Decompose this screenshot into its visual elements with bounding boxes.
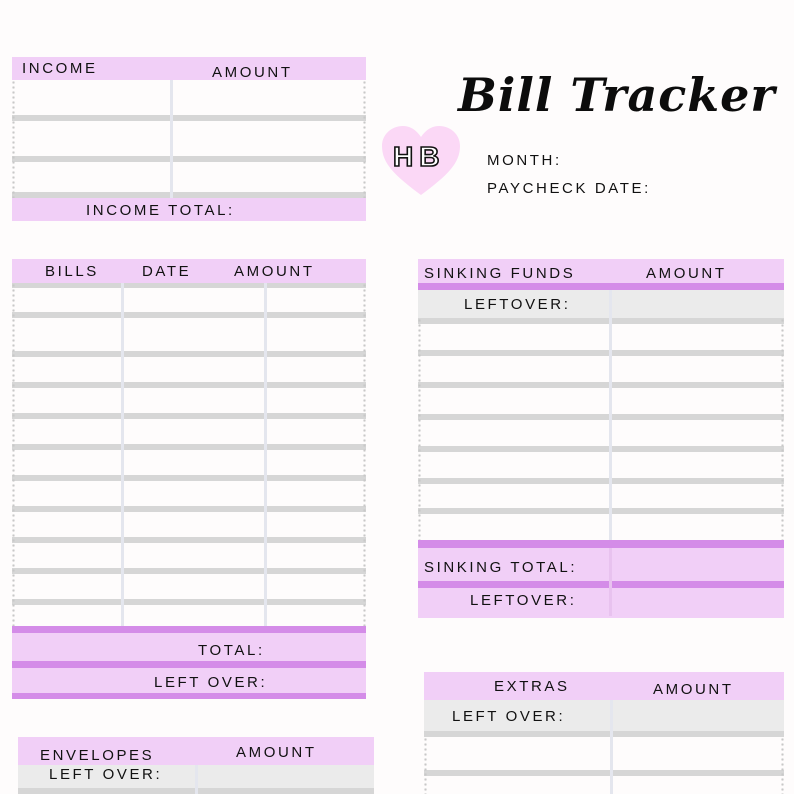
sinking-leftover-accent bbox=[418, 581, 784, 588]
bills-row-line bbox=[12, 444, 366, 450]
sinking-row-line bbox=[418, 478, 784, 484]
bills-total-bar bbox=[12, 633, 366, 661]
income-total-label: INCOME TOTAL: bbox=[86, 202, 235, 219]
month-label: MONTH: bbox=[487, 152, 562, 169]
bills-leftover-accent bbox=[12, 661, 366, 668]
income-column-header: INCOME bbox=[22, 60, 98, 77]
logo-initials: HB bbox=[393, 141, 446, 172]
envelopes-column-divider bbox=[195, 765, 198, 794]
income-dotted-border-right bbox=[363, 80, 366, 198]
bills-row-line bbox=[12, 537, 366, 543]
sinking-column-divider bbox=[609, 548, 612, 616]
paycheck-date-label: PAYCHECK DATE: bbox=[487, 180, 651, 197]
bills-row-line bbox=[12, 312, 366, 318]
bills-row-line bbox=[12, 599, 366, 605]
sinking-dotted-border-left bbox=[418, 318, 421, 540]
extras-dotted-border-left bbox=[424, 737, 427, 794]
extras-amount-column-header: AMOUNT bbox=[653, 681, 734, 698]
bills-dotted-border-left bbox=[12, 283, 15, 626]
extras-leftover-label: LEFT OVER: bbox=[452, 708, 566, 725]
bills-date-column-header: DATE bbox=[142, 263, 192, 280]
sinking-row-line bbox=[418, 318, 784, 324]
extras-column-divider bbox=[610, 700, 613, 794]
bills-dotted-border-right bbox=[363, 283, 366, 626]
sinking-leftover-bottom-label: LEFTOVER: bbox=[470, 592, 577, 609]
envelopes-column-header: ENVELOPES bbox=[40, 747, 155, 764]
bills-row-line bbox=[12, 382, 366, 388]
sinking-row-line bbox=[418, 414, 784, 420]
sinking-row-line bbox=[418, 382, 784, 388]
sinking-header-accent bbox=[418, 283, 784, 290]
envelopes-leftover-label: LEFT OVER: bbox=[49, 766, 163, 783]
sinking-row-line bbox=[418, 508, 784, 514]
income-amount-column-header: AMOUNT bbox=[212, 64, 293, 81]
bills-bottom-accent bbox=[12, 693, 366, 699]
extras-row-line bbox=[424, 770, 784, 776]
extras-dotted-border-right bbox=[781, 737, 784, 794]
bills-row-line bbox=[12, 283, 366, 288]
sinking-total-accent bbox=[418, 540, 784, 548]
bills-row-line bbox=[12, 351, 366, 357]
bills-row-line bbox=[12, 475, 366, 481]
bills-row-line bbox=[12, 413, 366, 419]
bills-column-divider bbox=[121, 283, 124, 626]
sinking-dotted-border-right bbox=[781, 318, 784, 540]
extras-column-header: EXTRAS bbox=[494, 678, 570, 695]
income-row-line bbox=[12, 156, 366, 162]
bills-amount-column-header: AMOUNT bbox=[234, 263, 315, 280]
bills-row-line bbox=[12, 568, 366, 574]
income-row-line bbox=[12, 115, 366, 121]
bills-row-line bbox=[12, 506, 366, 512]
bills-leftover-label: LEFT OVER: bbox=[154, 674, 268, 691]
sinking-total-label: SINKING TOTAL: bbox=[424, 559, 578, 576]
bills-column-divider bbox=[264, 283, 267, 626]
page-title: Bill Tracker bbox=[458, 68, 776, 122]
income-column-divider bbox=[170, 80, 173, 198]
sinking-leftover-top-label: LEFTOVER: bbox=[464, 296, 571, 313]
extras-row-line bbox=[424, 731, 784, 737]
income-dotted-border-left bbox=[12, 80, 15, 198]
sinking-funds-column-header: SINKING FUNDS bbox=[424, 265, 576, 282]
bills-total-accent bbox=[12, 626, 366, 633]
envelopes-amount-column-header: AMOUNT bbox=[236, 744, 317, 761]
bills-column-header: BILLS bbox=[45, 263, 99, 280]
bills-total-label: TOTAL: bbox=[198, 642, 265, 659]
sinking-row-line bbox=[418, 446, 784, 452]
sinking-row-line bbox=[418, 350, 784, 356]
sinking-amount-column-header: AMOUNT bbox=[646, 265, 727, 282]
